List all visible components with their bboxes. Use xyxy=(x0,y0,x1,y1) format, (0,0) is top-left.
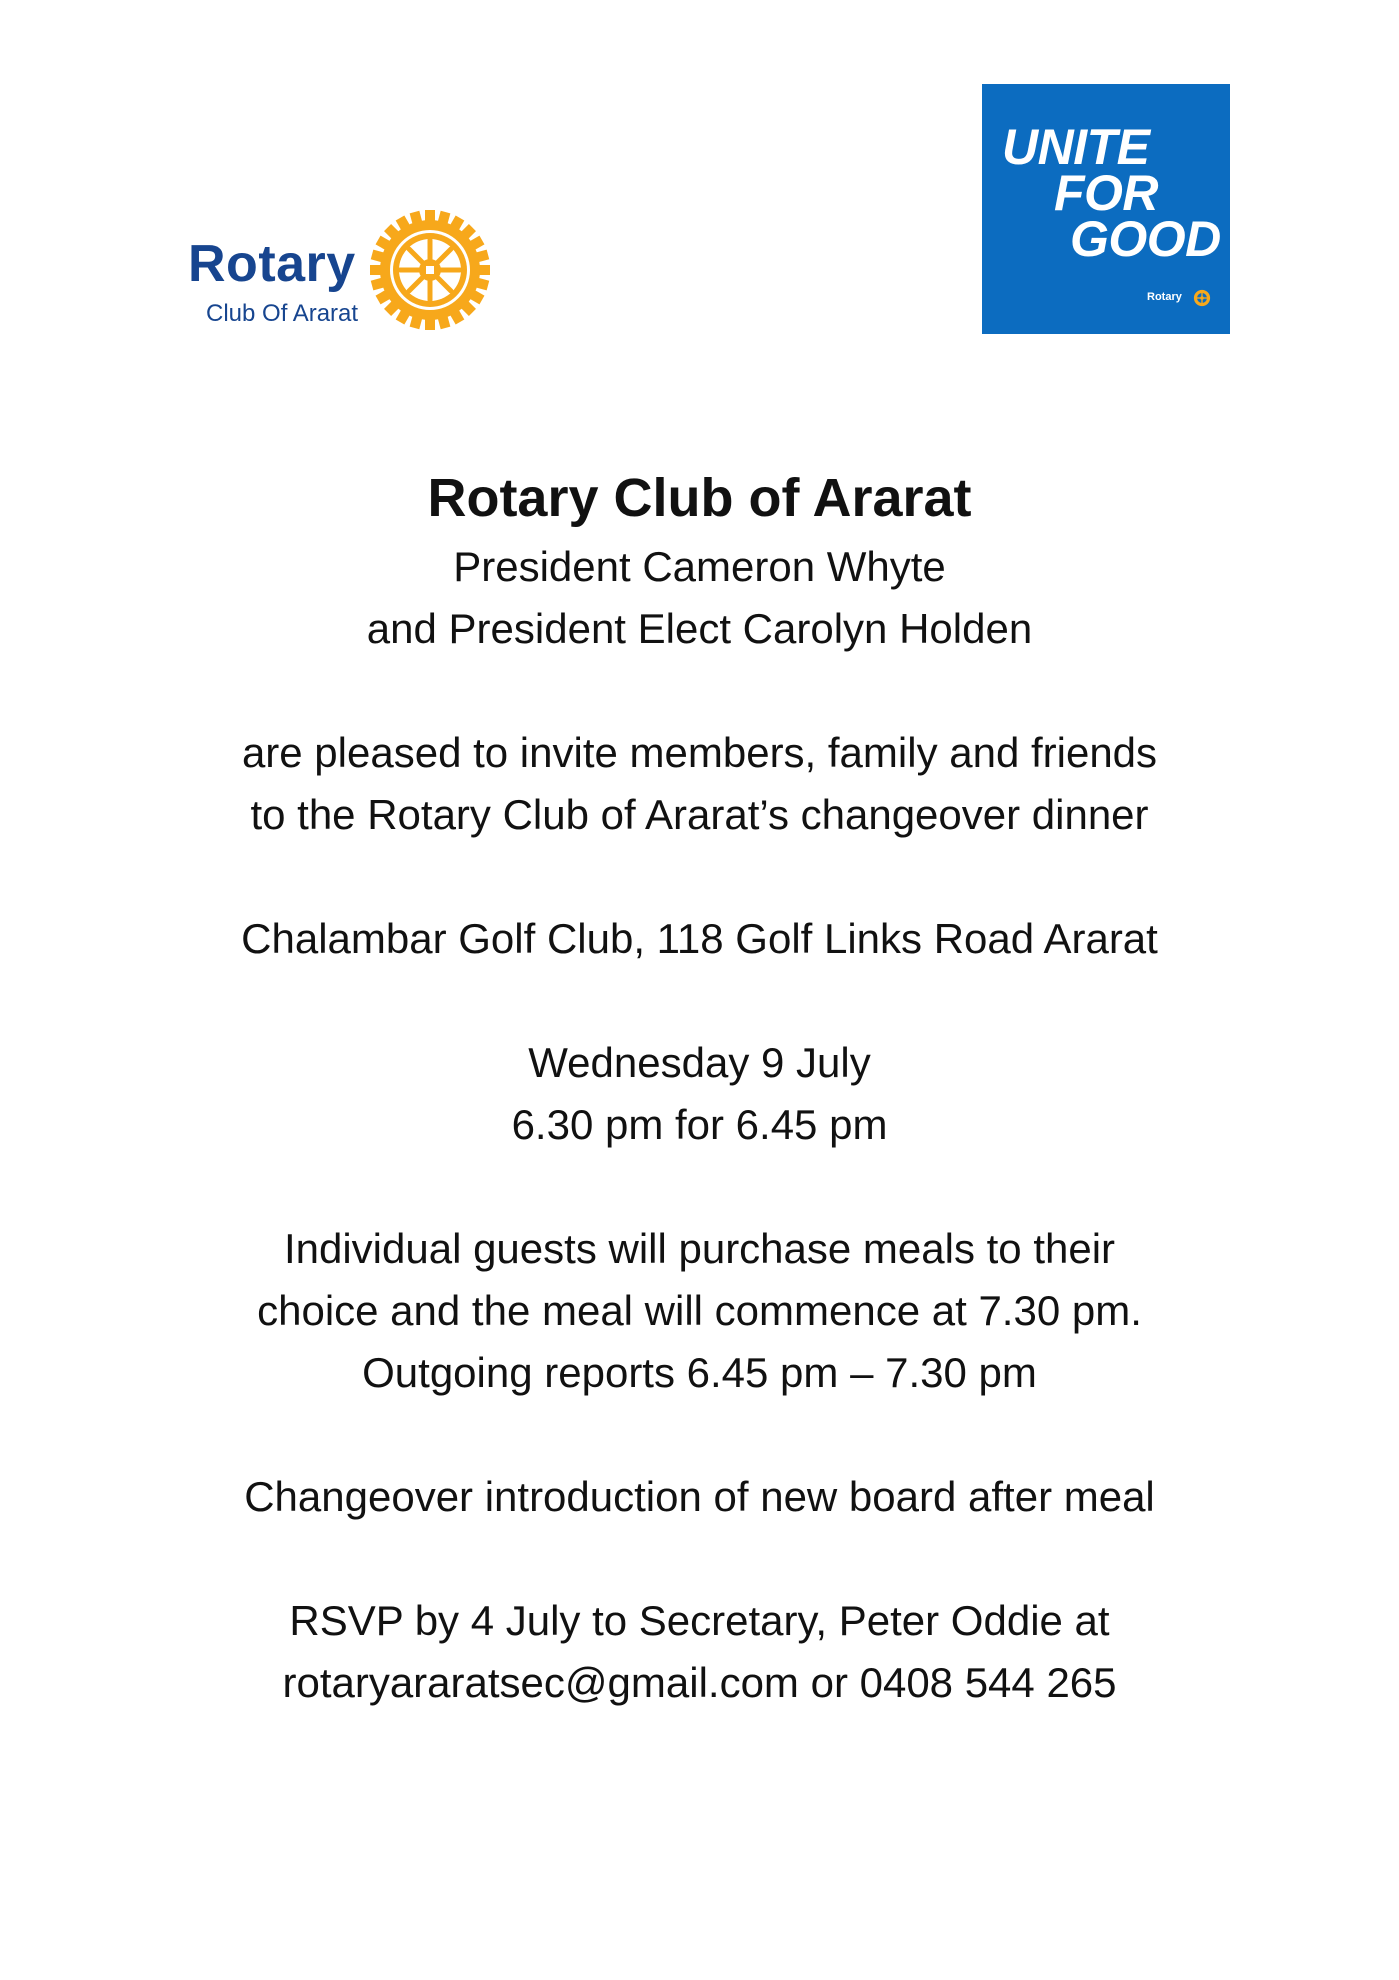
rotary-wheel-icon xyxy=(370,210,490,330)
logo-wordmark: Rotary xyxy=(188,235,356,293)
unite-for-good-badge xyxy=(982,84,1230,334)
spacer xyxy=(100,1156,1299,1218)
rsvp-line-1: RSVP by 4 July to Secretary, Peter Oddie at xyxy=(289,1597,1110,1644)
badge-line-good: GOOD xyxy=(1070,211,1221,267)
invitation-body xyxy=(100,460,1299,1714)
rotary-club-logo xyxy=(188,210,498,335)
hosts-line-2: and President Elect Carolyn Holden xyxy=(366,605,1033,652)
meal-info-line-2: choice and the meal will commence at 7.30 pm. xyxy=(257,1287,1142,1334)
spacer xyxy=(100,846,1299,908)
venue-line: Chalambar Golf Club, 118 Golf Links Road Ararat xyxy=(241,915,1158,962)
invite-line-1: are pleased to invite members, family and friends xyxy=(241,729,1158,776)
spacer xyxy=(100,1404,1299,1466)
hosts-line-1: President Cameron Whyte xyxy=(453,543,946,590)
logo-subtitle: Club Of Ararat xyxy=(206,300,359,327)
time-line: 6.30 pm for 6.45 pm xyxy=(511,1101,888,1148)
badge-wheel-icon xyxy=(1193,289,1211,307)
spacer xyxy=(100,970,1299,1032)
meal-info-line-3: Outgoing reports 6.45 pm – 7.30 pm xyxy=(362,1349,1037,1396)
spacer xyxy=(100,1528,1299,1590)
badge-rotary-mark: Rotary xyxy=(1147,291,1182,303)
invitation-title: Rotary Club of Ararat xyxy=(427,468,972,528)
spacer xyxy=(100,660,1299,722)
badge-line-unite: UNITE xyxy=(1002,119,1150,175)
badge-line-for: FOR xyxy=(1054,165,1159,221)
date-line: Wednesday 9 July xyxy=(528,1039,871,1086)
invite-line-2: to the Rotary Club of Ararat’s changeover dinner xyxy=(250,791,1149,838)
rsvp-line-2: rotaryararatsec@gmail.com or 0408 544 265 xyxy=(282,1659,1117,1706)
changeover-line: Changeover introduction of new board after meal xyxy=(244,1473,1155,1520)
meal-info-line-1: Individual guests will purchase meals to their xyxy=(283,1225,1116,1272)
